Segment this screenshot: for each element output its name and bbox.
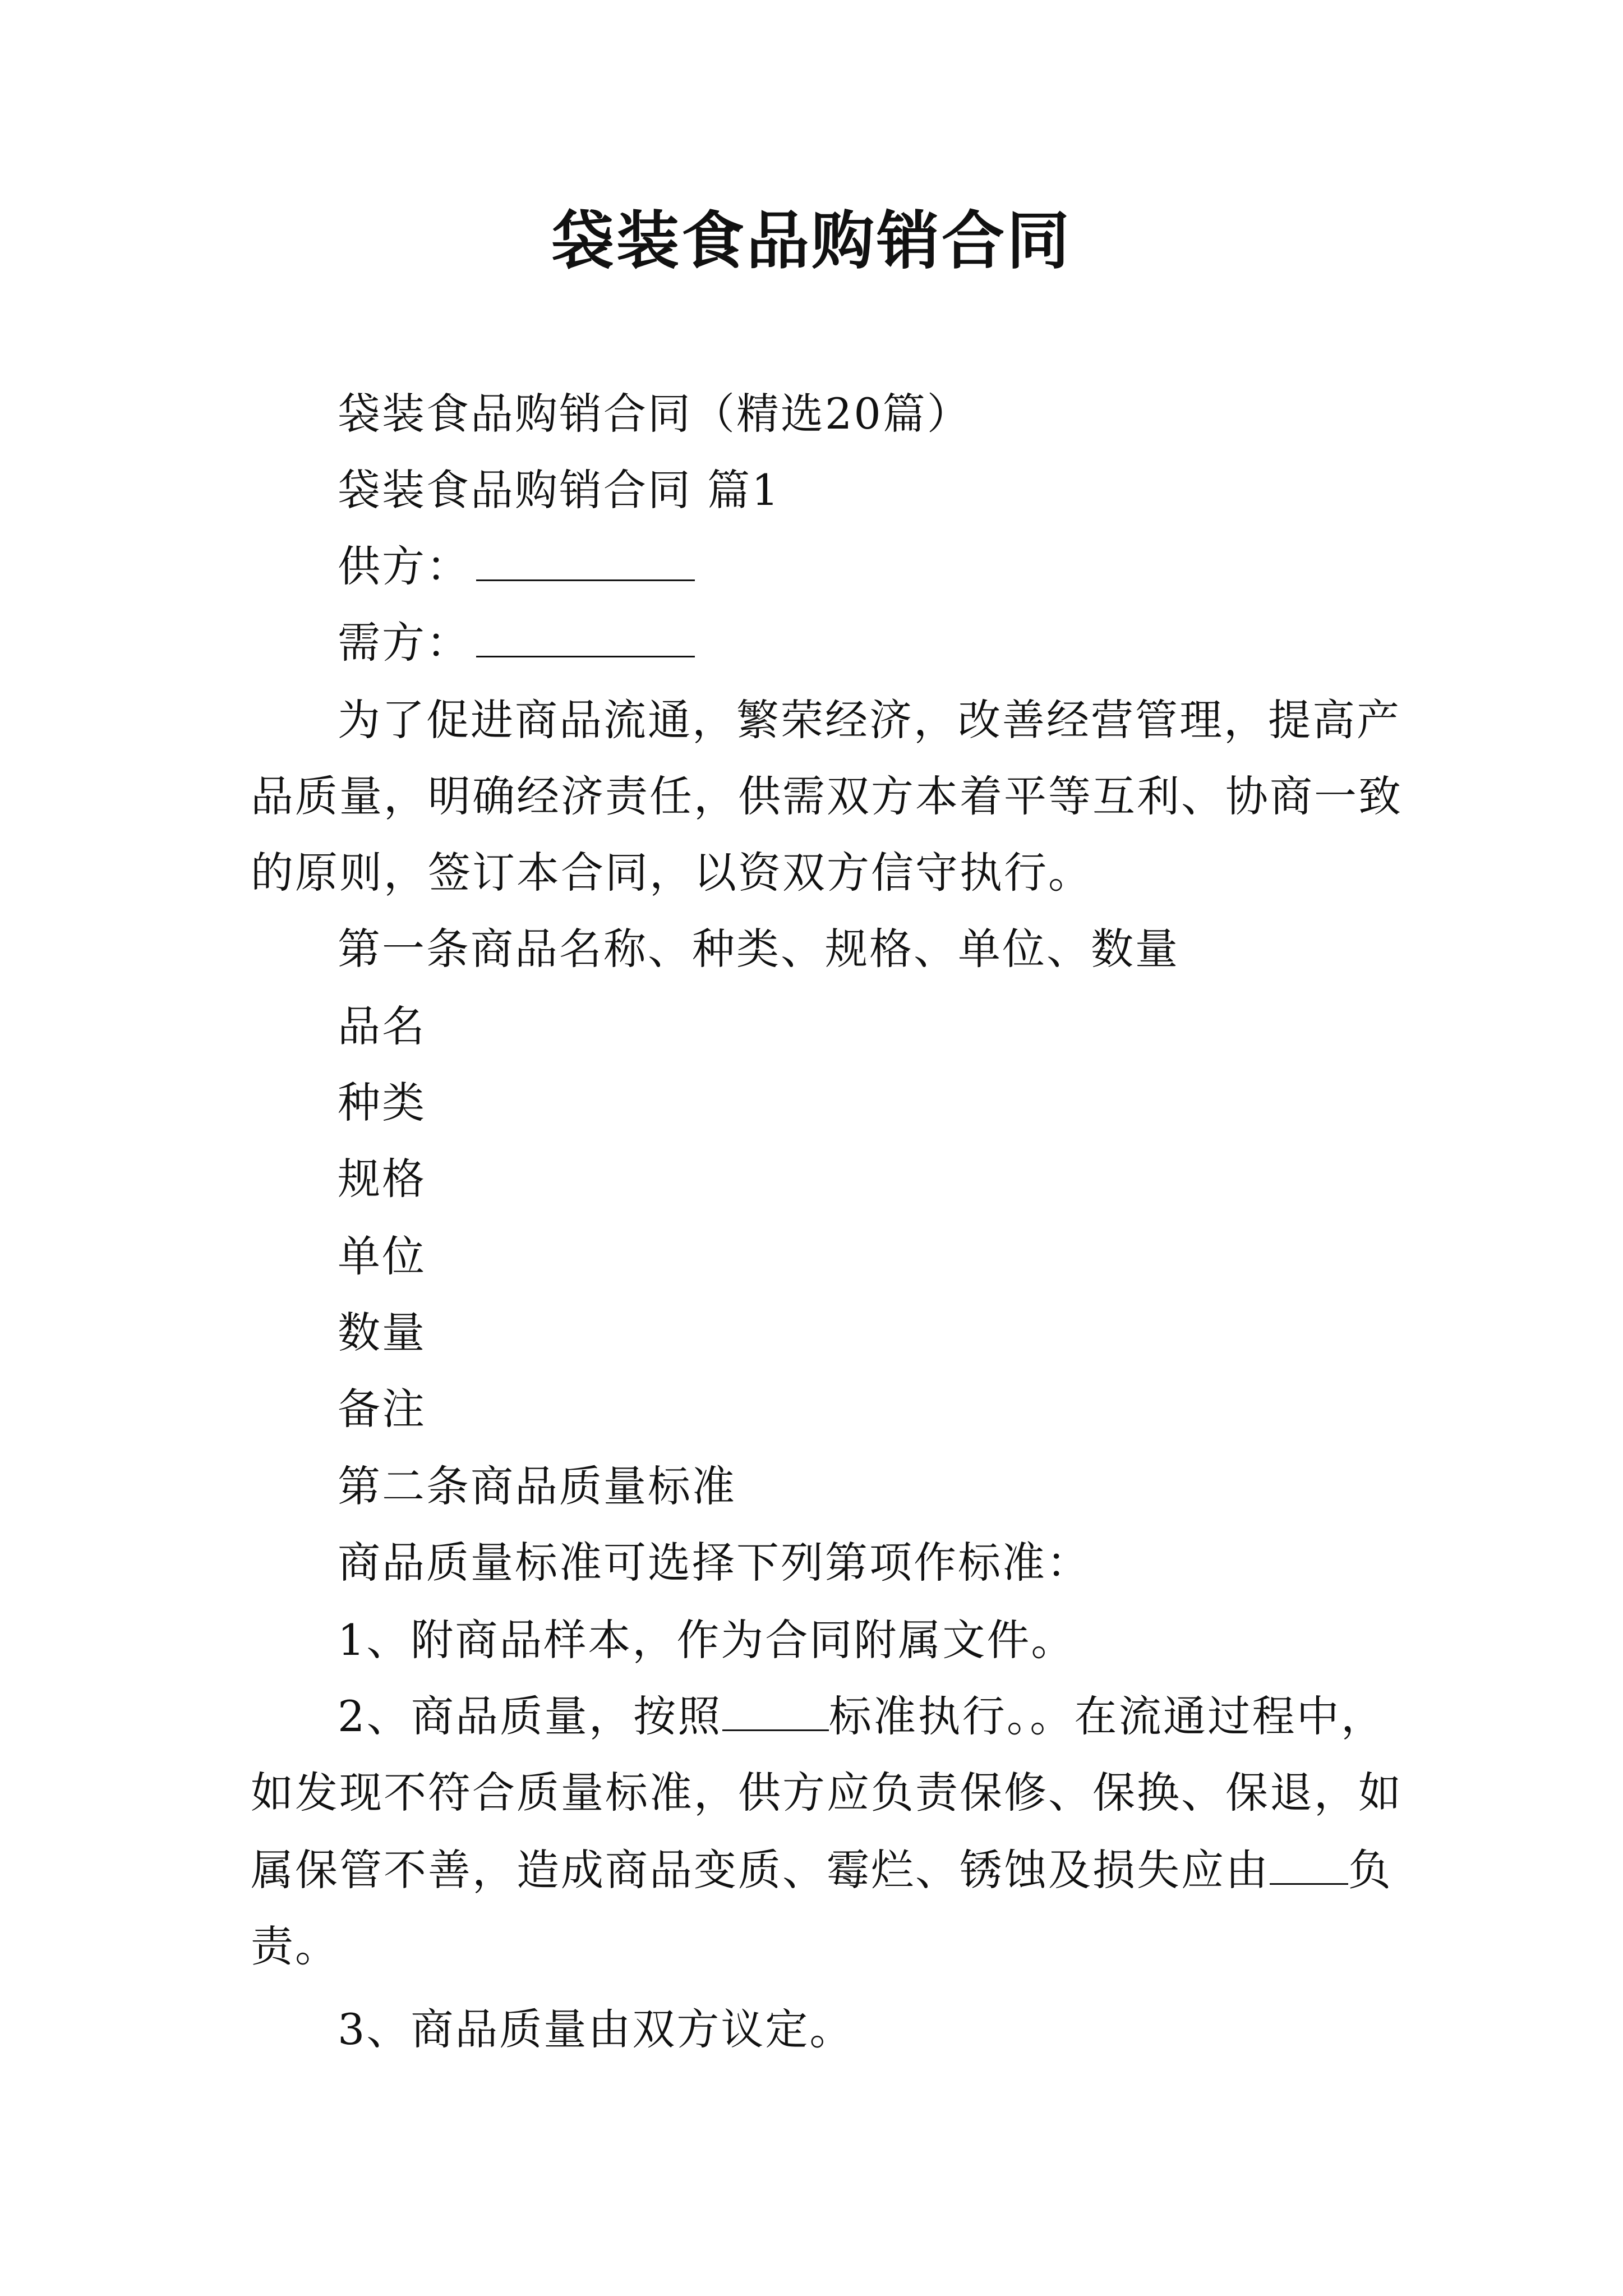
supplier-line [338,540,695,593]
item-2-line-3 [251,1843,1393,1897]
supplier-label: 供方： [338,541,471,591]
item-2-standard-blank [722,1690,829,1731]
item-2-text-before-blank: 2、商品质量，按照 [338,1691,722,1741]
item-1: 1、附商品样本，作为合同附属文件。 [338,1615,1076,1665]
section-heading: 袋装食品购销合同 篇1 [338,465,781,515]
article1-item-remarks: 备注 [338,1384,426,1434]
item-2-line-2: 如发现不符合质量标准，供方应负责保修、保换、保退，如 [251,1768,1403,1818]
item-2-line-4: 责。 [251,1921,339,1971]
intro-line: 的原则，签订本合同，以资双方信守执行。 [251,848,1092,898]
buyer-line [338,616,695,670]
article1-item-quantity: 数量 [338,1308,426,1358]
item-2-text-after-blank: 标准执行。。在流通过程中， [828,1691,1386,1741]
item-2-line-1 [338,1690,1385,1743]
document-subtitle: 袋装食品购销合同（精选20篇） [338,389,971,439]
buyer-label: 需方： [338,618,471,668]
article1-item-type: 种类 [338,1078,426,1128]
item-2-line-3-after-blank: 负 [1348,1845,1393,1895]
intro-line: 品质量，明确经济责任，供需双方本着平等互利、协商一致 [251,771,1403,821]
article1-item-name: 品名 [338,1001,426,1051]
article1-item-spec: 规格 [338,1154,426,1204]
article1-item-unit: 单位 [338,1231,426,1281]
article2-intro: 商品质量标准可选择下列第项作标准： [338,1538,1091,1588]
item-3: 3、商品质量由双方议定。 [338,2004,854,2054]
supplier-blank [476,540,695,581]
article1-title: 第一条商品名称、种类、规格、单位、数量 [338,924,1179,974]
item-2-responsible-blank [1270,1844,1348,1885]
article2-title: 第二条商品质量标准 [338,1461,736,1511]
buyer-blank [476,616,695,657]
document-title: 袋装食品购销合同 [551,204,1072,278]
item-2-line-3-before-blank: 属保管不善，造成商品变质、霉烂、锈蚀及损失应由 [251,1845,1270,1895]
intro-line: 为了促进商品流通，繁荣经济，改善经营管理，提高产 [338,695,1401,745]
